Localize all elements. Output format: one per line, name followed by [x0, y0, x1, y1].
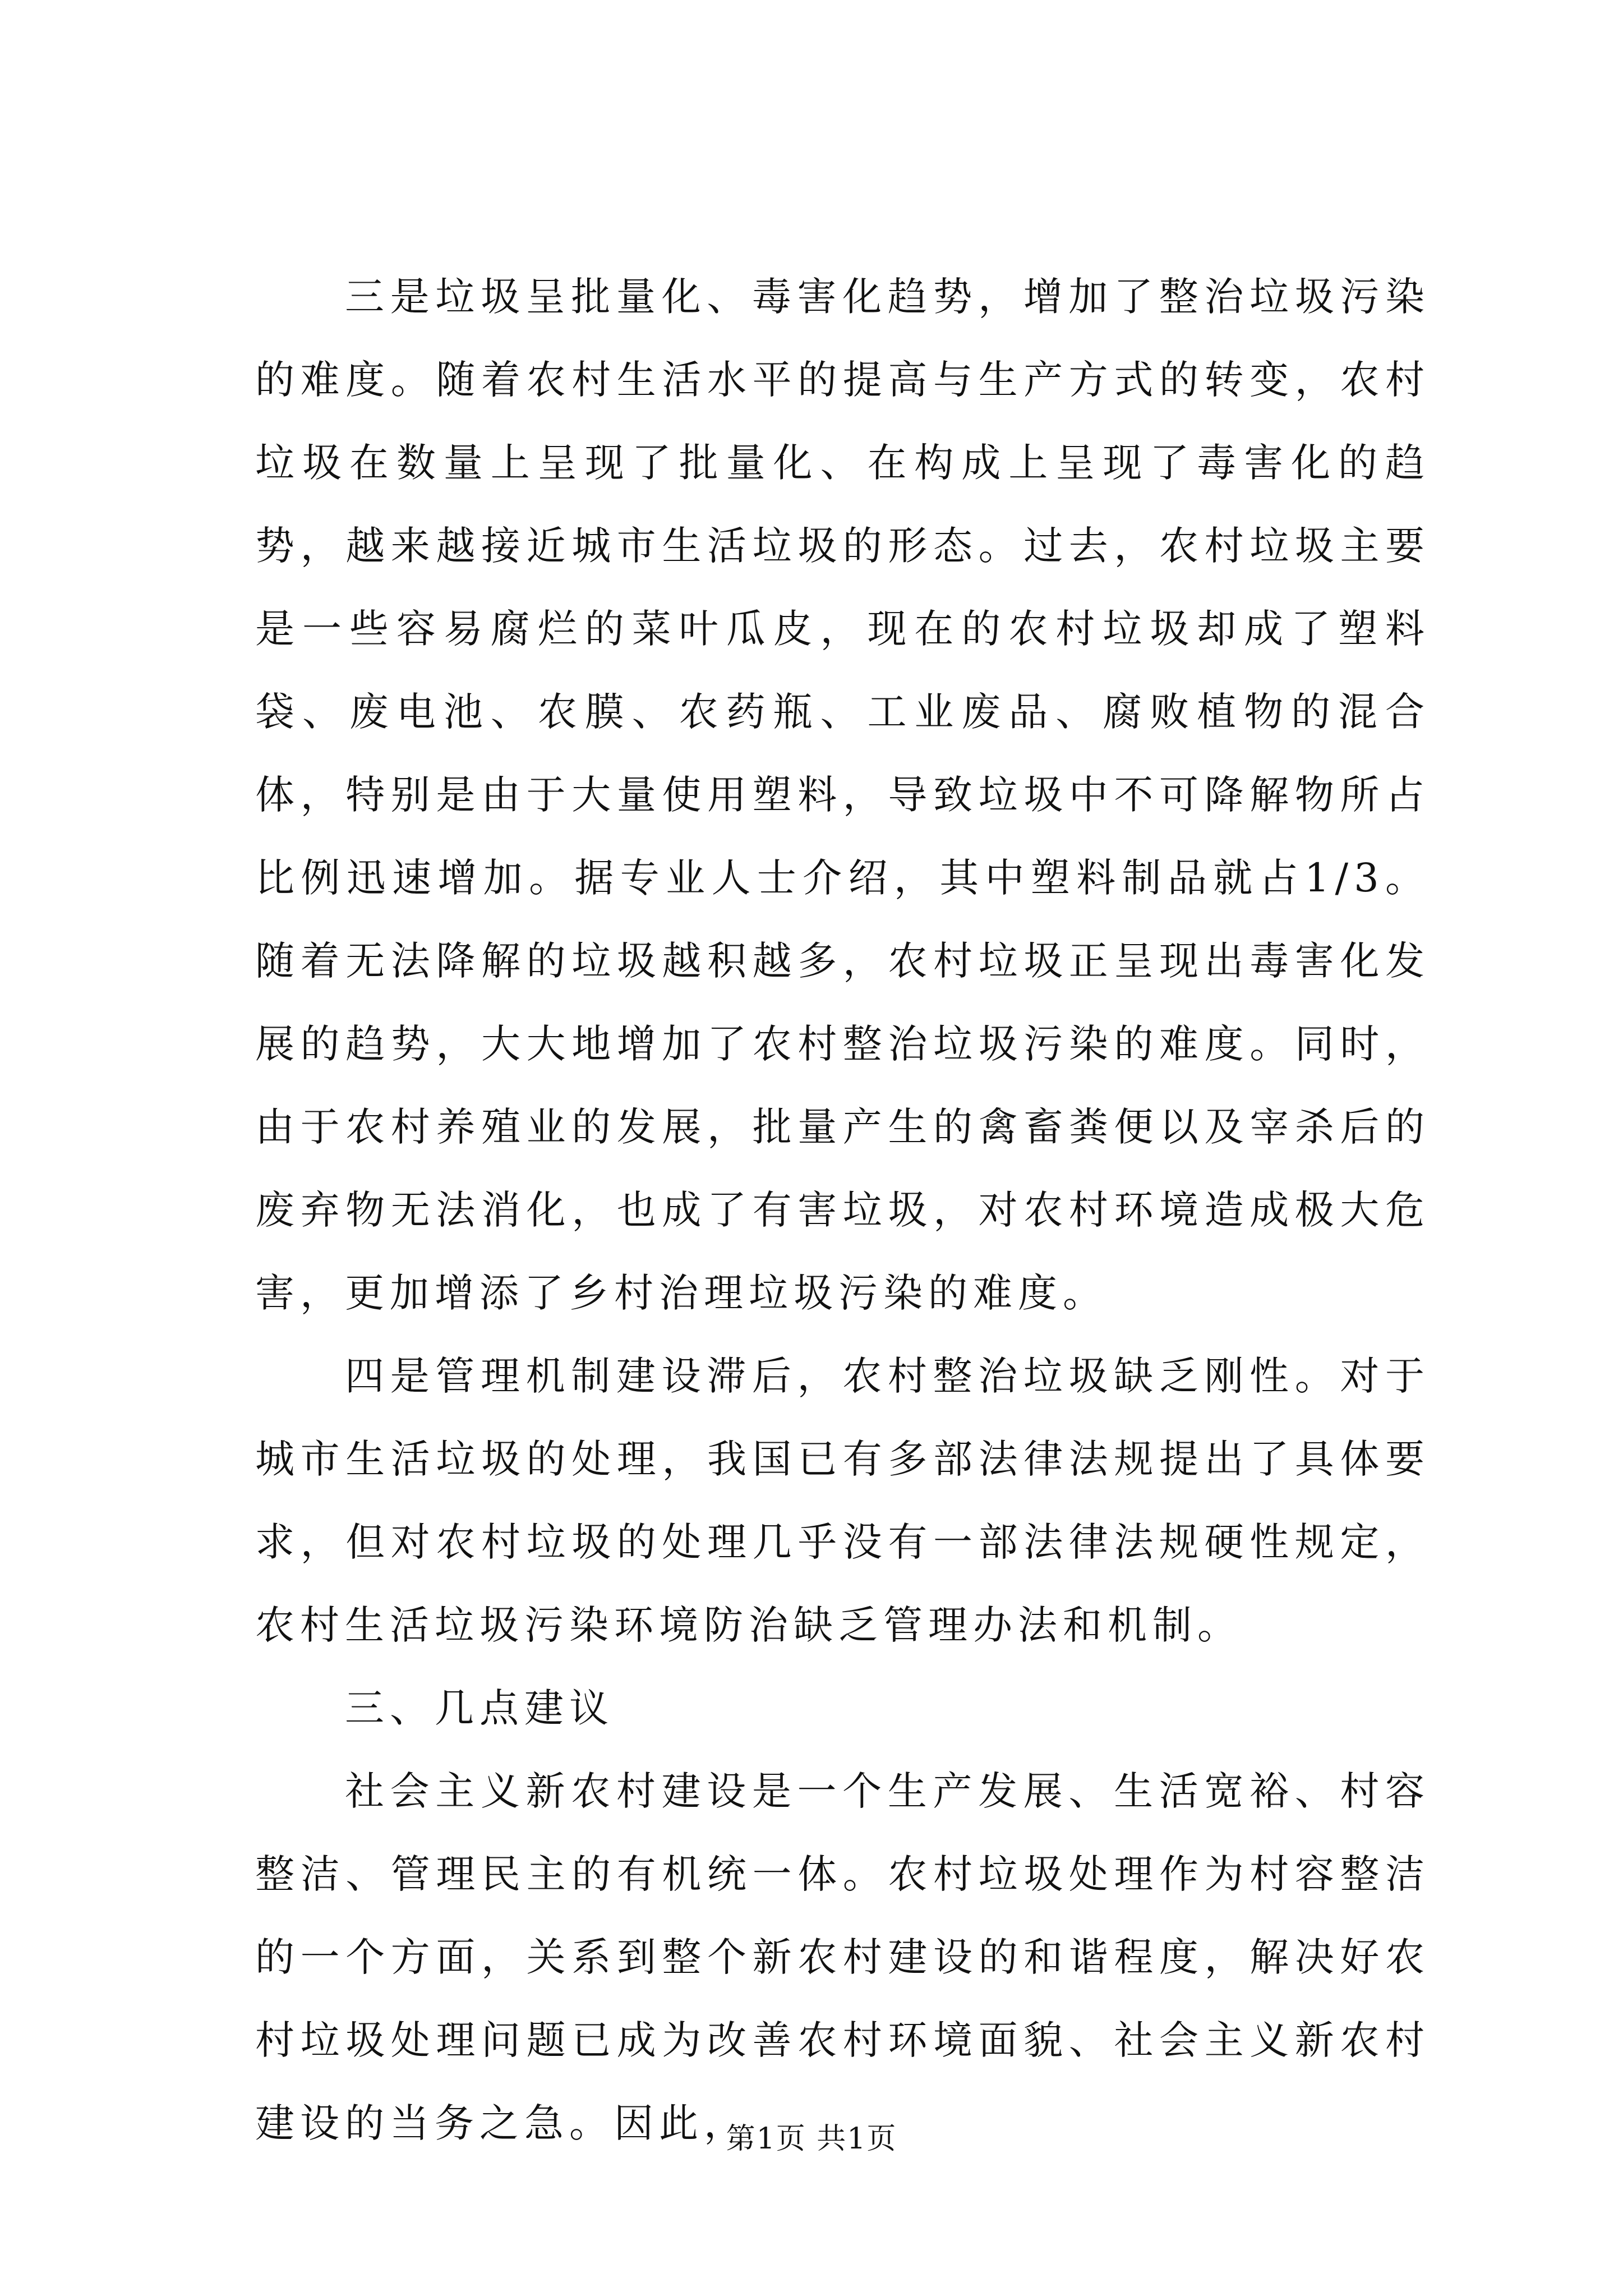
paragraph-management-mechanism: 四是管理机制建设滞后，农村整治垃圾缺乏刚性。对于城市生活垃圾的处理，我国已有多部法律法规提出了具体要求，但对农村垃圾的处理几乎没有一部法律法规硬性规定，农村生活垃圾污染环境防治缺乏管理办法和机制。 — [255, 1353, 1430, 1648]
section-heading: 三、几点建议 — [345, 1685, 614, 1731]
page-footer: 第1页 共1页 — [726, 2122, 897, 2156]
paragraph-trash-toxicity: 三是垃圾呈批量化、毒害化趋势，增加了整治垃圾污染的难度。随着农村生活水平的提高与生产方式的转变，农村垃圾在数量上呈现了批量化、在构成上呈现了毒害化的趋势，越来越接近城市生活垃圾的形态。过去，农村垃圾主要是一些容易腐烂的菜叶瓜皮，现在的农村垃圾却成了塑料袋、废电池、农膜、农药瓶、工业废品、腐败植物的混合体，特别是由于大量使用塑料，导致垃圾中不可降解物所占比例迅速增加。据专业人士介绍，其中塑料制品就占1/3。随着无法降解的垃圾越积越多，农村垃圾正呈现出毒害化发展的趋势，大大地增加了农村整治垃圾污染的难度。同时，由于农村养殖业的发展，批量产生的禽畜粪便以及宰杀后的废弃物无法消化，也成了有害垃圾，对农村环境造成极大危害，更加增添了乡村治理垃圾污染的难度。 — [255, 274, 1430, 1316]
paragraph-suggestions: 社会主义新农村建设是一个生产发展、生活宽裕、村容整洁、管理民主的有机统一体。农村垃圾处理作为村容整洁的一个方面，关系到整个新农村建设的和谐程度，解决好农村垃圾处理问题已成为改善农村环境面貌、社会主义新农村建设的当务之急。因此， — [255, 1768, 1430, 2146]
document-body — [255, 255, 1430, 2165]
